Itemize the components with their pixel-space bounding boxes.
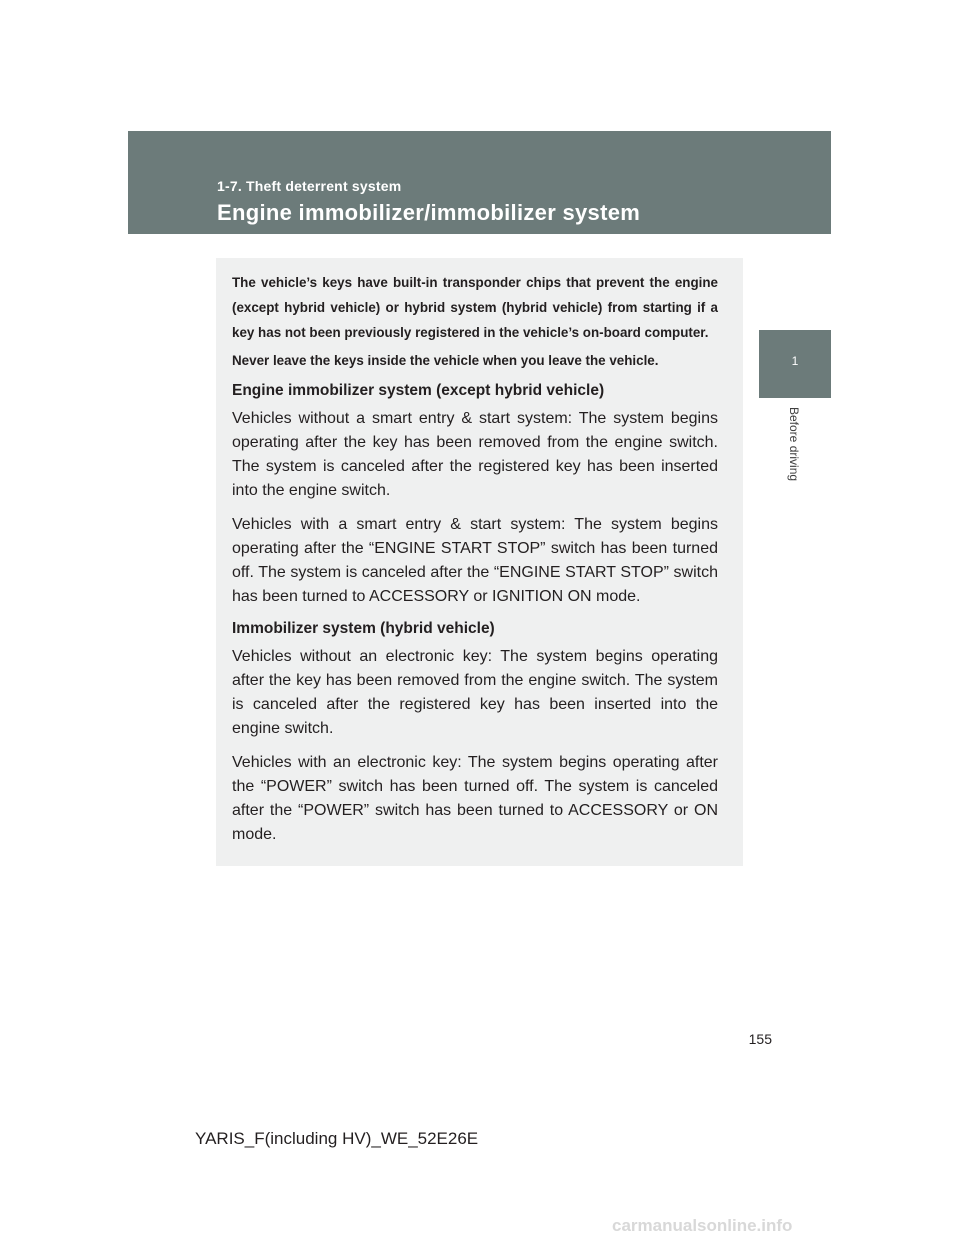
watermark: carmanualsonline.info bbox=[612, 1216, 793, 1235]
section-heading-engine-immobilizer: Engine immobilizer system (except hybrid vehicle) bbox=[232, 382, 605, 399]
page-number: 155 bbox=[748, 1031, 772, 1047]
content-box bbox=[216, 258, 743, 866]
header-band bbox=[128, 131, 831, 234]
paragraph-with-electronic-key: Vehicles with an electronic key: The system begins operating after the “POWER” switch has been turned off. The system is canceled after the “POWER” switch has been turned to ACCESSORY or ON mode. bbox=[232, 754, 718, 843]
content-inner bbox=[232, 270, 718, 847]
chapter-tab bbox=[759, 330, 831, 398]
chapter-side-label bbox=[787, 407, 803, 502]
chapter-label-text: Before driving bbox=[787, 407, 801, 482]
page-title: Engine immobilizer/immobilizer system bbox=[217, 200, 641, 225]
document-id: YARIS_F(including HV)_WE_52E26E bbox=[195, 1129, 479, 1148]
warning-note: Never leave the keys inside the vehicle when you leave the vehicle. bbox=[232, 353, 659, 368]
chapter-number: 1 bbox=[791, 354, 799, 368]
section-heading-hybrid-immobilizer: Immobilizer system (hybrid vehicle) bbox=[232, 620, 495, 637]
section-label: 1-7. Theft deterrent system bbox=[217, 178, 402, 194]
intro-paragraph: The vehicle’s keys have built-in transponder chips that prevent the engine (except hybrid vehicle) or hybrid system (hybrid vehicle) from starting if a key has not been previously registered in the vehicle’s on-board computer. bbox=[232, 275, 718, 340]
paragraph-without-electronic-key: Vehicles without an electronic key: The system begins operating after the key has been removed from the engine switch. The system is canceled after the registered key has been inserted into the engine switch. bbox=[232, 648, 718, 737]
paragraph-with-smart-entry: Vehicles with a smart entry & start system: The system begins operating after the “ENGINE START STOP” switch has been turned off. The system is canceled after the “ENGINE START STOP” switch has been turned to ACCESSORY or IGNITION ON mode. bbox=[232, 516, 718, 605]
paragraph-without-smart-entry: Vehicles without a smart entry & start system: The system begins operating after the key has been removed from the engine switch. The system is canceled after the registered key has been inserted into the engine switch. bbox=[232, 410, 718, 499]
